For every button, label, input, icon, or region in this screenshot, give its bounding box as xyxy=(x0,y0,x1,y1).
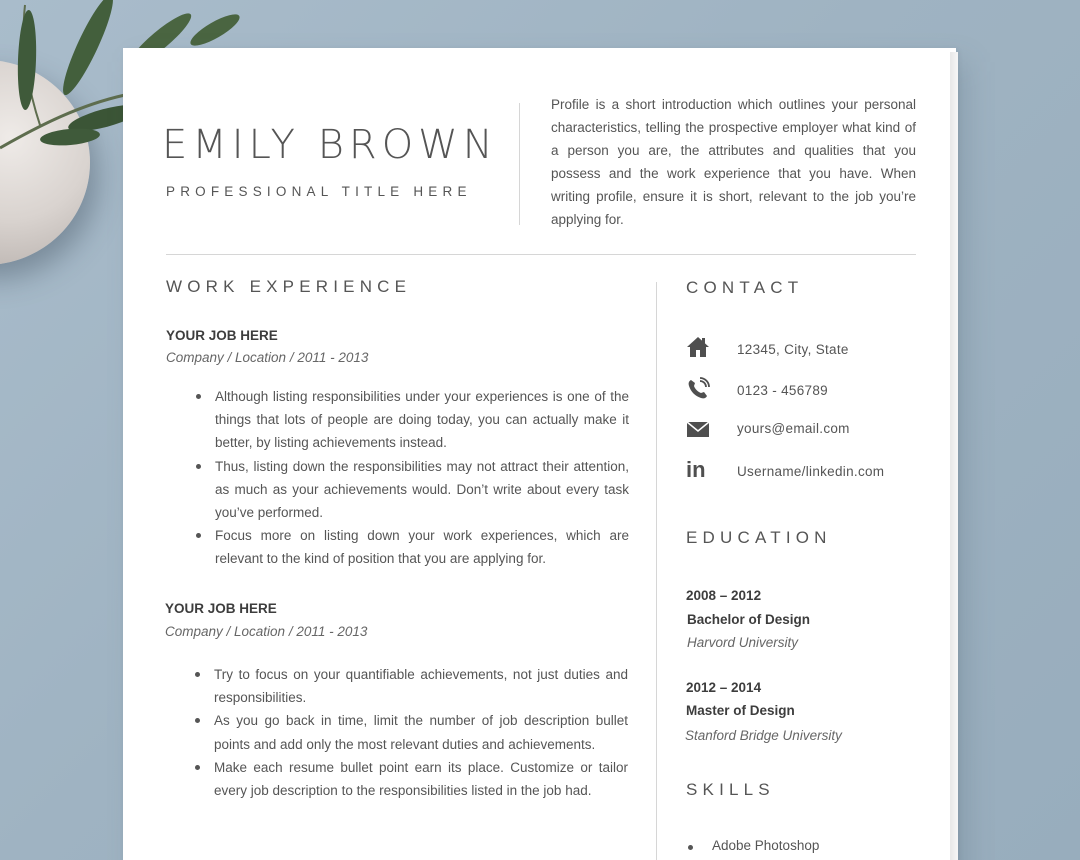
resume-name: EMILY BROWN xyxy=(162,122,498,168)
contact-address: 12345, City, State xyxy=(737,342,849,357)
column-divider xyxy=(656,282,657,860)
list-item: Focus more on listing down your work experiences, which are relevant to the kind of position that you are applying for. xyxy=(215,524,629,570)
list-item: As you go back in time, limit the number of job description bullet points and add only the most relevant duties and achievements. xyxy=(214,709,628,755)
education-years-2: 2012 – 2014 xyxy=(686,680,762,695)
job-title-2: YOUR JOB HERE xyxy=(165,601,277,616)
job-meta-1: Company / Location / 2011 - 2013 xyxy=(166,350,369,365)
education-heading: EDUCATION xyxy=(686,528,832,547)
contact-heading: CONTACT xyxy=(686,278,804,297)
list-item: Although listing responsibilities under your experiences is one of the things that lots of people are doing today, you can actually make it better, by listing achievements instead. xyxy=(215,385,629,455)
education-degree-2: Master of Design xyxy=(686,703,795,718)
job-title-1: YOUR JOB HERE xyxy=(166,328,278,343)
professional-title: PROFESSIONAL TITLE HERE xyxy=(166,184,472,199)
linkedin-icon: in xyxy=(686,457,706,482)
contact-email[interactable]: yours@email.com xyxy=(737,421,850,436)
education-degree-1: Bachelor of Design xyxy=(687,612,811,627)
list-item: Try to focus on your quantifiable achievements, not just duties and responsibilities. xyxy=(214,663,628,709)
job-bullets-1 xyxy=(215,385,629,571)
skills-heading: SKILLS xyxy=(686,780,775,799)
contact-phone: 0123 - 456789 xyxy=(737,383,828,398)
education-school-2: Stanford Bridge University xyxy=(685,728,842,743)
header-rule xyxy=(166,254,916,255)
profile-text: Profile is a short introduction which outlines your personal characteristics, telling the prospective employer what kind of a person you are, the attributes and qualities that you possess and the work experience that you have. When writing profile, ensure it is short, relevant to the job you’re applying for. xyxy=(551,97,916,227)
email-icon xyxy=(686,418,710,442)
education-years-1: 2008 – 2012 xyxy=(686,588,762,603)
header-divider xyxy=(519,103,520,225)
list-item: Make each resume bullet point earn its place. Customize or tailor every job description to the responsibilities listed in the job had. xyxy=(214,756,628,802)
skill-item: Adobe Photoshop xyxy=(712,838,820,853)
paper-edge xyxy=(950,52,958,860)
education-school-1: Harvord University xyxy=(687,635,799,650)
home-icon xyxy=(686,335,710,359)
job-meta-2: Company / Location / 2011 - 2013 xyxy=(165,624,368,639)
contact-linkedin[interactable]: Username/linkedin.com xyxy=(737,464,885,479)
list-item: Thus, listing down the responsibilities may not attract their attention, as much as your achievements would. Don’t write about every task you’ve performed. xyxy=(215,455,629,525)
job-bullets-2 xyxy=(214,663,628,802)
work-experience-heading: WORK EXPERIENCE xyxy=(166,277,412,296)
skill-bullet xyxy=(688,845,693,850)
phone-icon xyxy=(686,377,710,401)
